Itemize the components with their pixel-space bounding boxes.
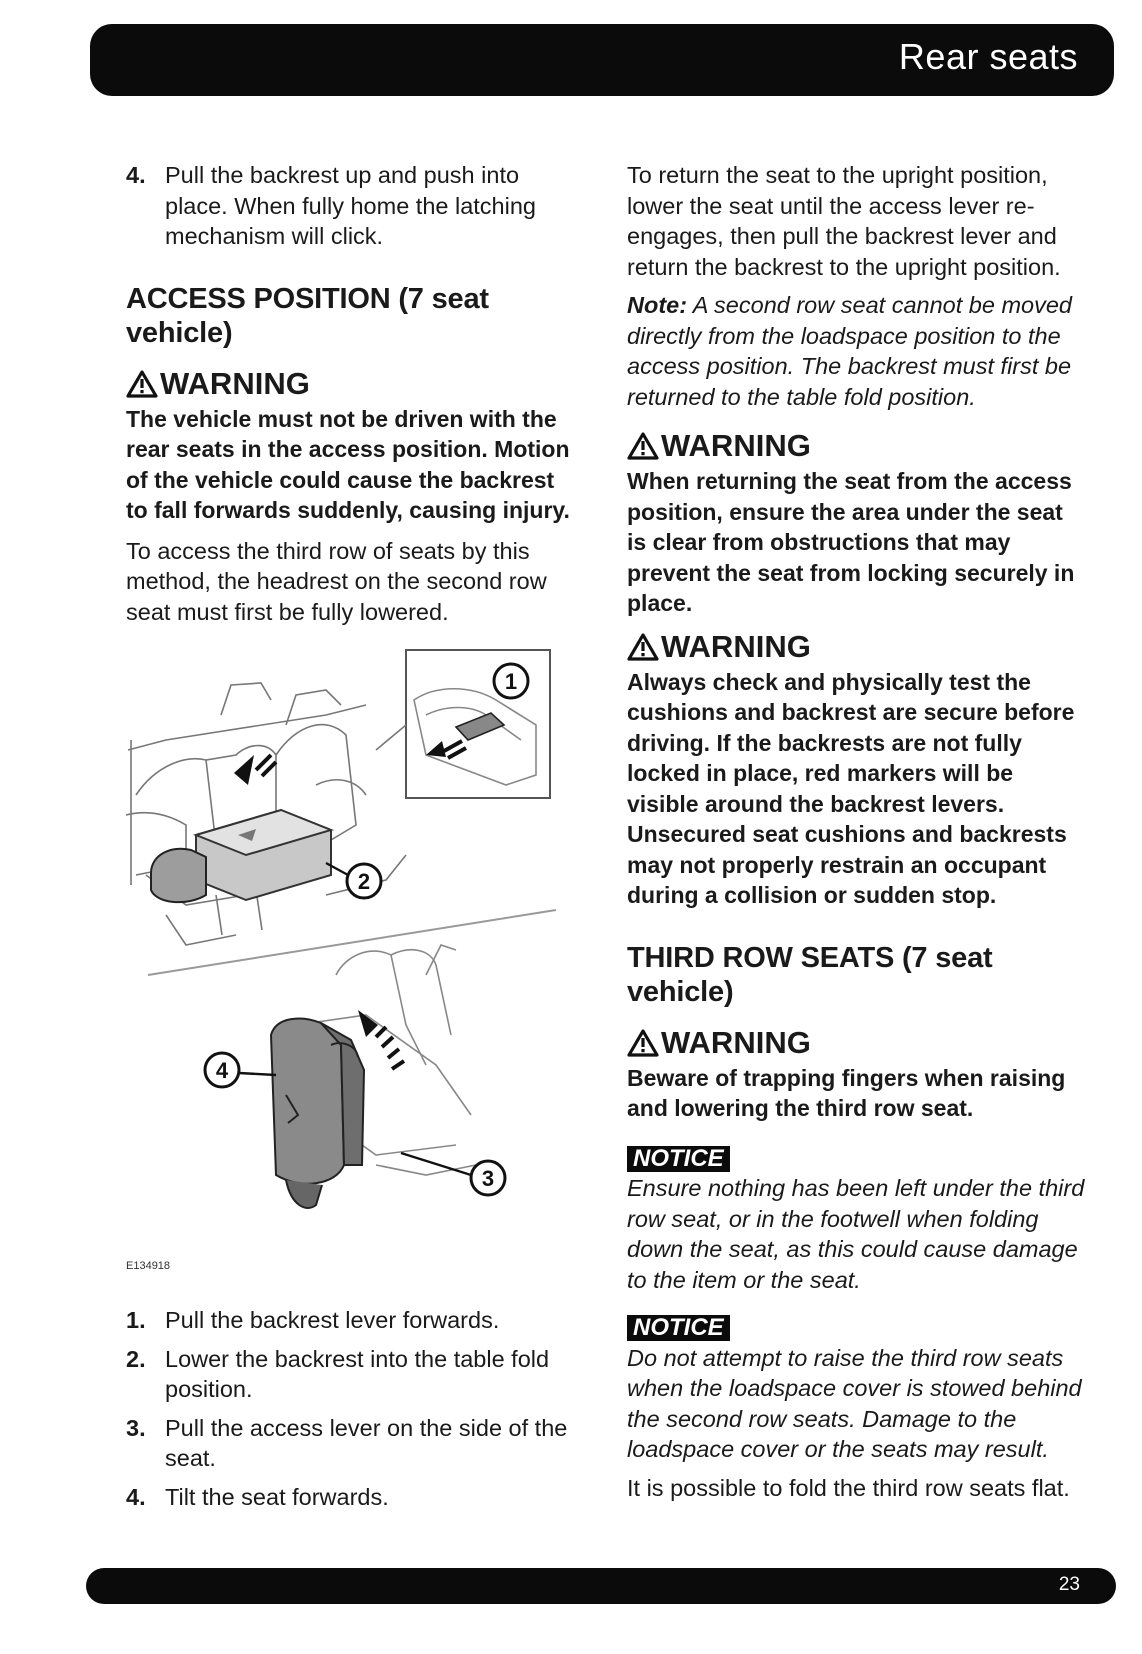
notice-badge: NOTICE (627, 1146, 730, 1172)
warning-heading (627, 428, 1087, 464)
page-number: 23 (1058, 1574, 1080, 1595)
callout-2: 2 (357, 869, 371, 894)
step-text: Lower the backrest into the table fold position. (165, 1345, 550, 1402)
step-number: 4. (126, 162, 146, 188)
callout-3: 3 (481, 1166, 495, 1191)
warning-label: WARNING (661, 1024, 811, 1060)
footer-bar (86, 1568, 1116, 1604)
access-position-heading: ACCESS POSITION (7 seat vehicle) (126, 282, 489, 349)
warning-triangle-icon (126, 370, 158, 398)
return-seat-text: To return the seat to the upright position, lower the seat until the access lever re-engages, then pull the backrest lever and return the backrest to the upright position. (627, 162, 1061, 280)
step-text: Tilt the seat forwards. (165, 1483, 389, 1510)
warning-text: Always check and physically test the cushions and backrest are secure before driving. If the backrests are not fully locked in place, red markers will be visible around the backrest levers. Unsecured seat cushions and backrests may not properly restrain an occupant during a collision or sudden stop. (627, 668, 1075, 908)
step-number: 1. (126, 1307, 146, 1333)
figure-id: E134918 (126, 1260, 171, 1272)
note (627, 290, 1087, 412)
left-column (126, 160, 582, 1520)
step-item (126, 1344, 582, 1405)
step-item (126, 160, 582, 252)
header-bar (90, 24, 1114, 96)
warning-heading (627, 1025, 1087, 1061)
step-item (126, 1413, 582, 1474)
step-number: 2. (126, 1345, 146, 1372)
step-number: 4. (126, 1483, 146, 1510)
note-text: A second row seat cannot be moved directly from the loadspace position to the access position. The backrest must first be returned to the table fold position. (627, 292, 1072, 410)
warning-label: WARNING (160, 365, 310, 401)
warning-triangle-icon (627, 432, 659, 460)
seat-diagram (126, 645, 582, 1265)
step-item (126, 1482, 582, 1513)
step-text: Pull the access lever on the side of the seat. (165, 1414, 568, 1471)
warning-text: The vehicle must not be driven with the rear seats in the access position. Motion of the vehicle could cause the backrest to fall forwards suddenly, causing injury. (126, 405, 570, 523)
access-intro-text: To access the third row of seats by this method, the headrest on the second row seat must first be fully lowered. (126, 537, 547, 625)
warning-heading (126, 366, 582, 402)
notice-text: Ensure nothing has been left under the third row seat, or in the footwell when folding down the seat, as this could cause damage to the item or the seat. (627, 1175, 1085, 1293)
warning-triangle-icon (627, 633, 659, 661)
seat-illustration (126, 645, 582, 1285)
notice-badge: NOTICE (627, 1315, 730, 1341)
callout-4: 4 (215, 1058, 229, 1083)
warning-label: WARNING (661, 428, 811, 463)
warning-heading (627, 629, 1087, 665)
step-text: Pull the backrest up and push into place. When fully home the latching mechanism will click. (165, 162, 536, 249)
warning-text: Beware of trapping fingers when raising and lowering the third row seat. (627, 1064, 1066, 1121)
right-column (627, 160, 1087, 1511)
fold-flat-text: It is possible to fold the third row seats flat. (627, 1474, 1070, 1501)
callout-1: 1 (504, 669, 518, 694)
step-text: Pull the backrest lever forwards. (165, 1307, 500, 1333)
note-label: Note: (627, 292, 688, 318)
step-number: 3. (126, 1414, 146, 1441)
step-item (126, 1305, 582, 1336)
warning-label: WARNING (661, 628, 811, 664)
warning-text: When returning the seat from the access position, ensure the area under the seat is clear from obstructions that may prevent the seat from locking securely in place. (627, 468, 1075, 616)
third-row-heading: THIRD ROW SEATS (7 seat vehicle) (627, 941, 993, 1008)
page-title: Rear seats (898, 36, 1078, 77)
notice-text: Do not attempt to raise the third row seats when the loadspace cover is stowed behind the second row seats. Damage to the loadspace cover or the seats may result. (627, 1344, 1082, 1462)
warning-triangle-icon (627, 1029, 659, 1057)
